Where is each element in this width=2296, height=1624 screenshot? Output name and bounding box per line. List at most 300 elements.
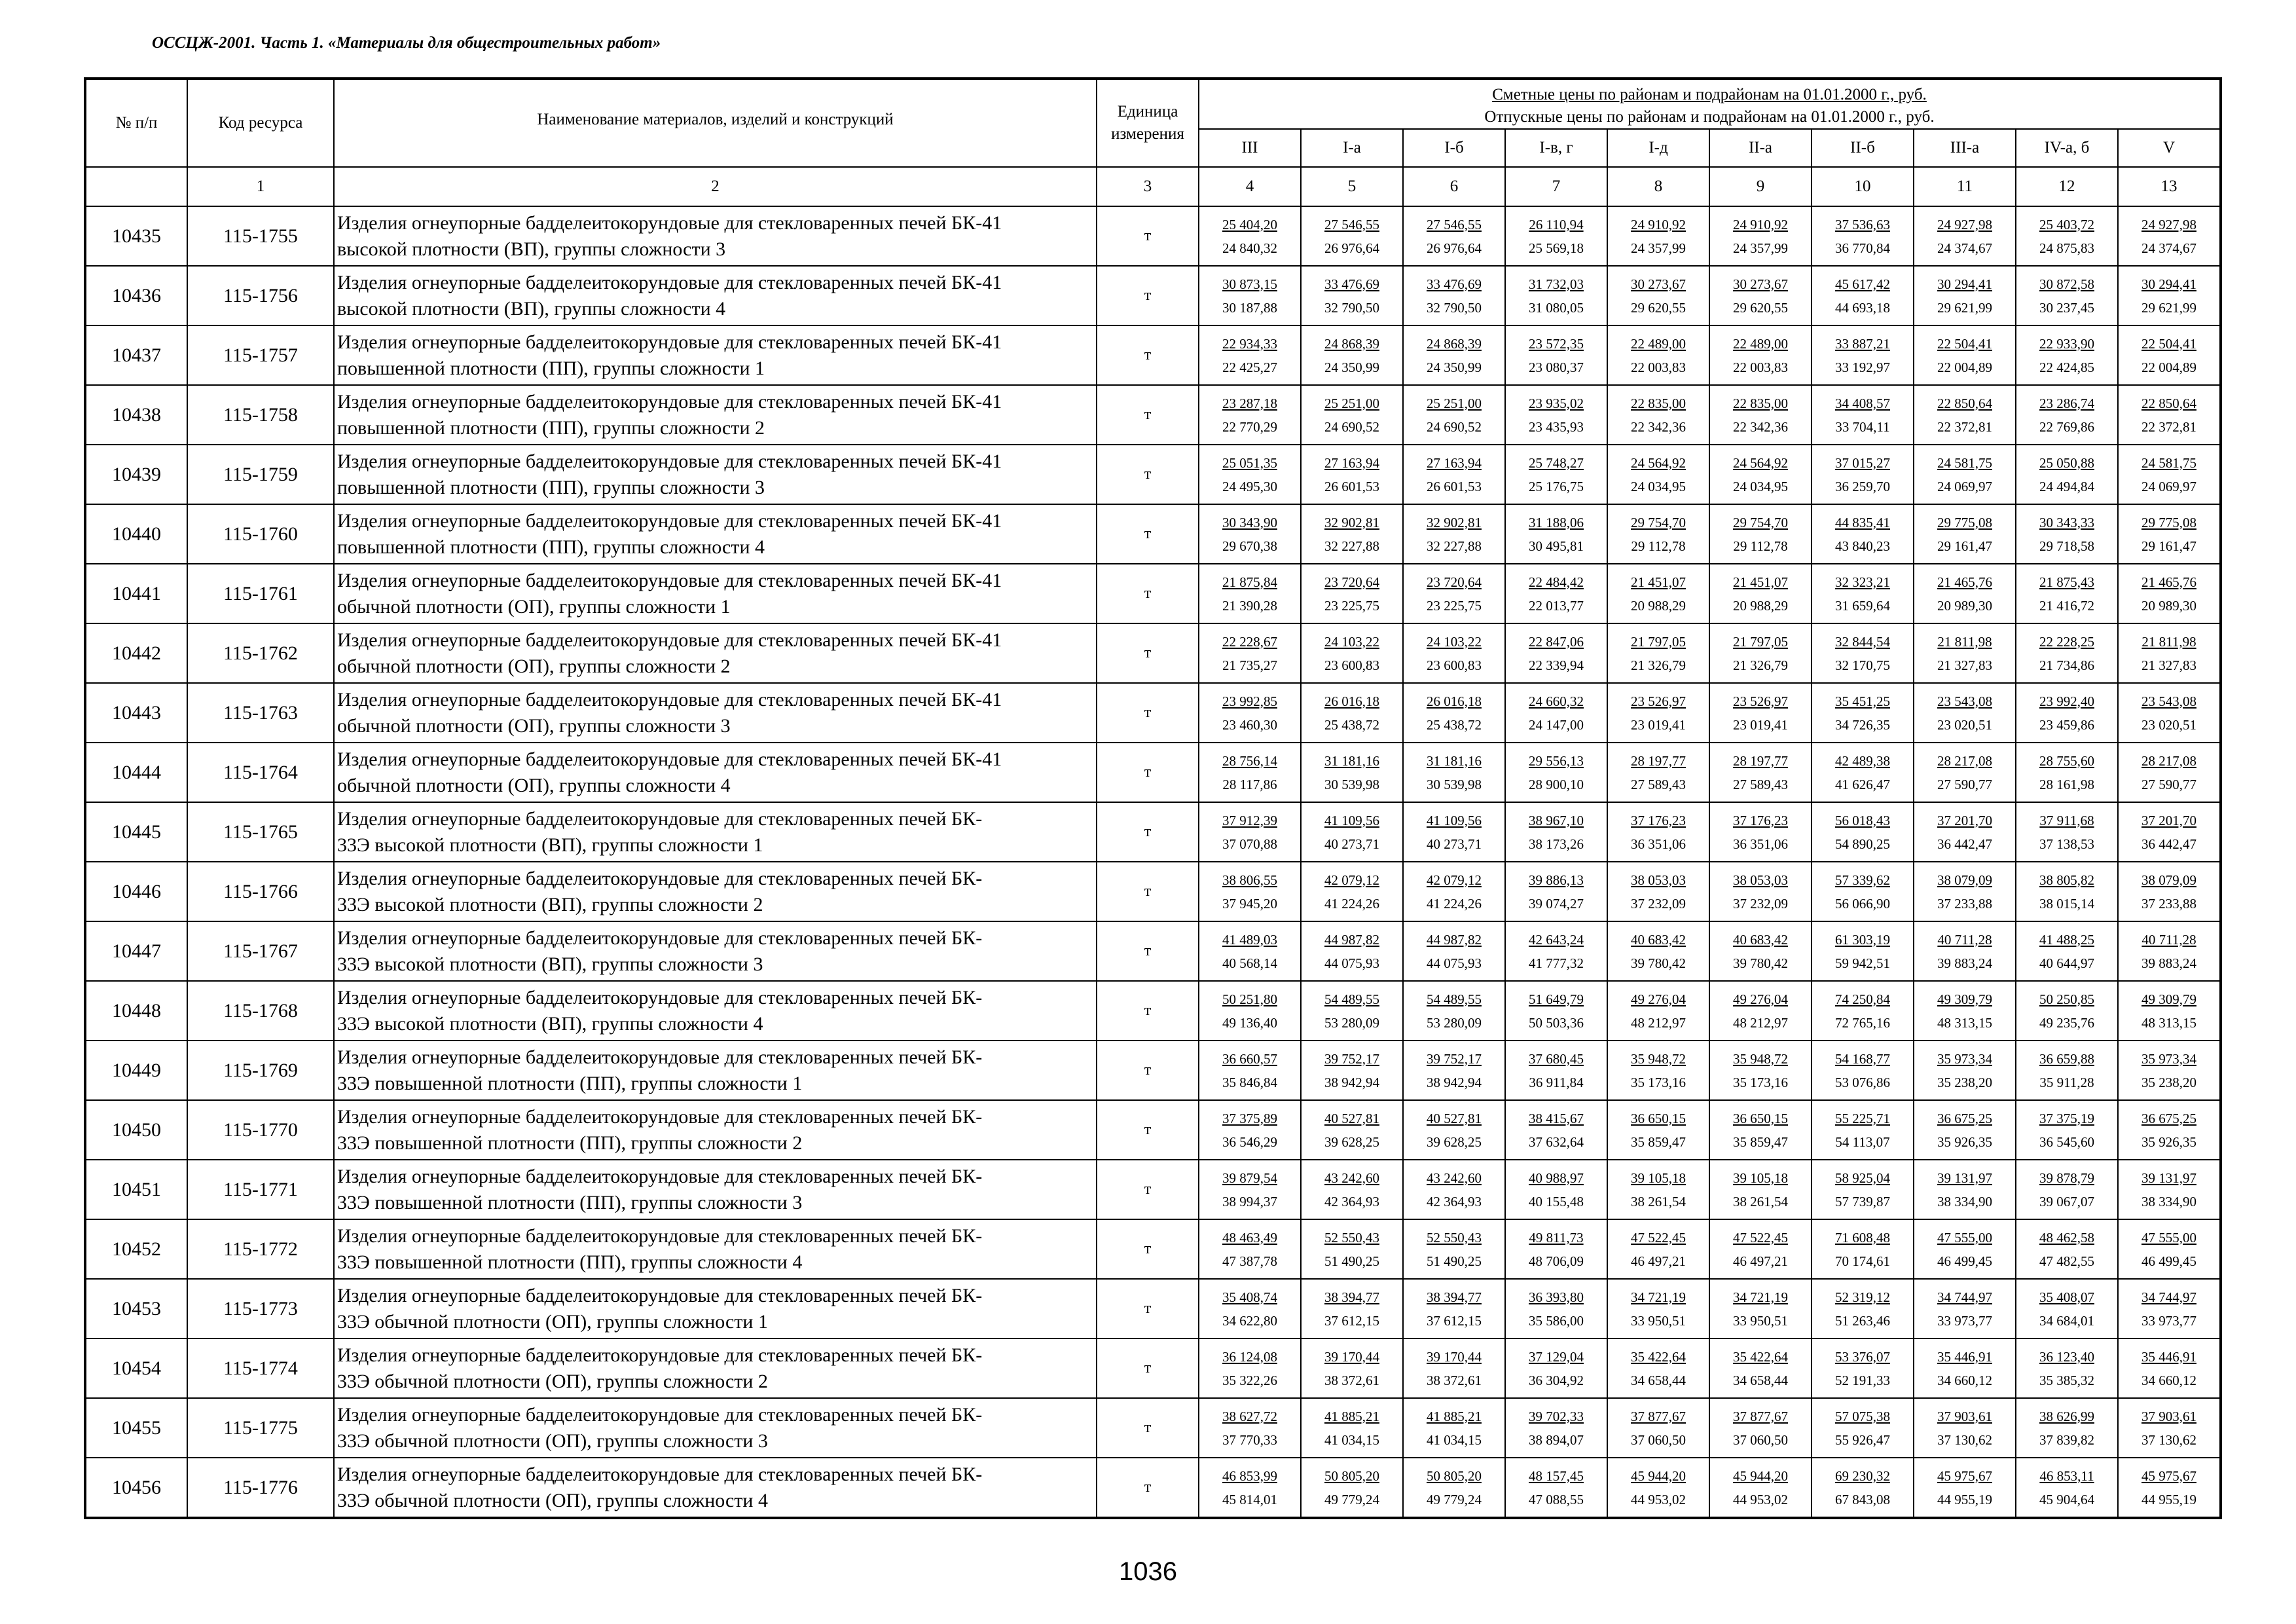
release-price: 42 364,93 <box>1427 1193 1482 1209</box>
estimate-price: 24 927,98 <box>1937 216 1992 232</box>
release-price: 24 357,99 <box>1733 240 1788 256</box>
estimate-price: 31 181,16 <box>1324 752 1379 769</box>
table-row <box>85 445 2221 504</box>
release-price: 21 416,72 <box>2039 597 2094 614</box>
region-header: IV-a, б <box>2016 129 2118 167</box>
estimate-price: 38 626,99 <box>2039 1408 2094 1424</box>
estimate-price: 49 309,79 <box>1937 991 1992 1007</box>
release-price: 29 621,99 <box>2141 299 2196 316</box>
estimate-price: 32 844,54 <box>1835 633 1890 650</box>
estimate-price: 44 835,41 <box>1835 514 1890 530</box>
row-number: 10455 <box>85 1398 187 1458</box>
column-number: 10 <box>1812 167 1914 206</box>
price-cell <box>1914 445 2016 504</box>
estimate-price: 38 079,09 <box>1937 872 1992 888</box>
column-number: 1 <box>187 167 334 206</box>
price-cell <box>1301 981 1403 1041</box>
estimate-price: 23 526,97 <box>1631 693 1686 709</box>
release-price: 32 227,88 <box>1324 538 1379 554</box>
estimate-price: 57 339,62 <box>1835 872 1890 888</box>
price-cell <box>1505 1338 1607 1398</box>
estimate-price: 39 886,13 <box>1529 872 1584 888</box>
row-number: 10441 <box>85 564 187 623</box>
estimate-price: 46 853,11 <box>2039 1467 2094 1484</box>
estimate-price: 22 835,00 <box>1631 395 1686 411</box>
table-row <box>85 325 2221 385</box>
release-price: 35 911,28 <box>2039 1074 2094 1090</box>
estimate-price: 22 934,33 <box>1222 335 1277 352</box>
estimate-price: 22 489,00 <box>1631 335 1686 352</box>
price-cell <box>1403 921 1505 981</box>
release-price: 22 339,94 <box>1529 657 1584 673</box>
price-cell <box>2016 385 2118 445</box>
release-price: 51 263,46 <box>1835 1312 1890 1329</box>
price-cell <box>1607 385 1709 445</box>
estimate-price: 22 484,42 <box>1529 574 1584 590</box>
estimate-price: 24 868,39 <box>1427 335 1482 352</box>
region-header: III <box>1199 129 1301 167</box>
release-price: 23 019,41 <box>1631 716 1686 733</box>
column-number: 4 <box>1199 167 1301 206</box>
estimate-price: 39 170,44 <box>1427 1348 1482 1365</box>
estimate-price: 47 522,45 <box>1631 1229 1686 1246</box>
price-cell <box>1607 623 1709 683</box>
release-price: 38 173,26 <box>1529 836 1584 852</box>
column-number: 11 <box>1914 167 2016 206</box>
release-price: 24 350,99 <box>1324 359 1379 375</box>
price-cell <box>2118 1398 2221 1458</box>
release-price: 35 859,47 <box>1733 1134 1788 1150</box>
price-cell <box>1505 683 1607 743</box>
release-price: 37 130,62 <box>1937 1431 1992 1448</box>
unit: т <box>1097 921 1199 981</box>
release-price: 35 926,35 <box>1937 1134 1992 1150</box>
estimate-price: 25 251,00 <box>1427 395 1482 411</box>
table-row <box>85 385 2221 445</box>
release-price: 25 176,75 <box>1529 478 1584 494</box>
price-cell <box>1403 325 1505 385</box>
material-name-line-1: Изделия огнеупорные бадделеитокорундовые для стекловаренных печей БК-41 <box>337 212 1002 234</box>
release-price: 25 438,72 <box>1427 716 1482 733</box>
estimate-price: 36 393,80 <box>1529 1289 1584 1305</box>
estimate-price: 39 105,18 <box>1631 1170 1686 1186</box>
table-row <box>85 802 2221 862</box>
estimate-price: 31 188,06 <box>1529 514 1584 530</box>
price-cell <box>1607 1458 1709 1518</box>
estimate-price: 31 181,16 <box>1427 752 1482 769</box>
release-price: 22 004,89 <box>2141 359 2196 375</box>
table-row <box>85 266 2221 325</box>
release-price: 23 460,30 <box>1222 716 1277 733</box>
estimate-price: 42 489,38 <box>1835 752 1890 769</box>
price-cell <box>1709 921 1812 981</box>
column-number: 2 <box>334 167 1097 206</box>
estimate-price: 50 805,20 <box>1324 1467 1379 1484</box>
price-cell <box>1914 1279 2016 1338</box>
release-price: 23 020,51 <box>2141 716 2196 733</box>
release-price: 36 545,60 <box>2039 1134 2094 1150</box>
estimate-price: 36 123,40 <box>2039 1348 2094 1365</box>
estimate-price: 41 488,25 <box>2039 931 2094 948</box>
price-cell <box>1709 1041 1812 1100</box>
release-price: 39 628,25 <box>1324 1134 1379 1150</box>
price-cell <box>1914 981 2016 1041</box>
release-prices-title: Отпускные цены по районам и подрайонам на 01.01.2000 г., руб. <box>1484 108 1935 126</box>
price-cell <box>1607 1398 1709 1458</box>
release-price: 47 387,78 <box>1222 1253 1277 1269</box>
material-name-line-2: 33Э обычной плотности (ОП), группы сложности 1 <box>337 1310 768 1333</box>
document-title: ОССЦЖ-2001. Часть 1. «Материалы для общестроительных работ» <box>152 34 661 52</box>
price-cell <box>1199 921 1301 981</box>
price-cell <box>1709 683 1812 743</box>
price-cell <box>2118 1219 2221 1279</box>
release-price: 46 499,45 <box>1937 1253 1992 1269</box>
resource-code: 115-1759 <box>187 445 334 504</box>
release-price: 41 777,32 <box>1529 955 1584 971</box>
price-cell <box>1505 1219 1607 1279</box>
material-name <box>334 623 1097 683</box>
price-cell <box>1199 1338 1301 1398</box>
price-cell <box>1505 1398 1607 1458</box>
price-cell <box>1709 1219 1812 1279</box>
release-price: 38 894,07 <box>1529 1431 1584 1448</box>
row-number: 10444 <box>85 743 187 802</box>
release-price: 32 790,50 <box>1324 299 1379 316</box>
resource-code: 115-1762 <box>187 623 334 683</box>
material-name <box>334 862 1097 921</box>
release-price: 39 780,42 <box>1631 955 1686 971</box>
table-row <box>85 1458 2221 1518</box>
row-number: 10446 <box>85 862 187 921</box>
estimate-price: 34 721,19 <box>1733 1289 1788 1305</box>
estimate-price: 52 319,12 <box>1835 1289 1890 1305</box>
estimate-price: 45 944,20 <box>1631 1467 1686 1484</box>
price-cell <box>2118 1458 2221 1518</box>
price-cell <box>1914 1100 2016 1160</box>
estimate-price: 57 075,38 <box>1835 1408 1890 1424</box>
column-number: 8 <box>1607 167 1709 206</box>
estimate-price: 24 564,92 <box>1733 454 1788 471</box>
release-price: 54 890,25 <box>1835 836 1890 852</box>
price-cell <box>1199 445 1301 504</box>
release-price: 23 600,83 <box>1427 657 1482 673</box>
estimate-price: 38 053,03 <box>1733 872 1788 888</box>
estimate-price: 46 853,99 <box>1222 1467 1277 1484</box>
estimate-price: 33 476,69 <box>1427 276 1482 292</box>
price-cell <box>1607 564 1709 623</box>
release-price: 36 911,84 <box>1529 1074 1584 1090</box>
estimate-price: 23 992,40 <box>2039 693 2094 709</box>
estimate-price: 24 660,32 <box>1529 693 1584 709</box>
estimate-price: 28 755,60 <box>2039 752 2094 769</box>
price-cell <box>1199 1219 1301 1279</box>
table-row <box>85 504 2221 564</box>
release-price: 24 374,67 <box>1937 240 1992 256</box>
price-cell <box>1505 802 1607 862</box>
unit: т <box>1097 206 1199 266</box>
row-number: 10440 <box>85 504 187 564</box>
material-name-line-2: обычной плотности (ОП), группы сложности 3 <box>337 714 731 737</box>
price-cell <box>1301 1160 1403 1219</box>
price-cell <box>1403 504 1505 564</box>
price-cell <box>1607 921 1709 981</box>
estimate-price: 23 720,64 <box>1427 574 1482 590</box>
material-name <box>334 1398 1097 1458</box>
release-price: 44 955,19 <box>2141 1491 2196 1507</box>
release-price: 39 883,24 <box>1937 955 1992 971</box>
price-cell <box>1301 683 1403 743</box>
release-price: 40 155,48 <box>1529 1193 1584 1209</box>
price-cell <box>1403 1338 1505 1398</box>
estimate-price: 37 903,61 <box>2141 1408 2196 1424</box>
release-price: 34 658,44 <box>1733 1372 1788 1388</box>
release-price: 40 644,97 <box>2039 955 2094 971</box>
price-cell <box>2118 1338 2221 1398</box>
estimate-price: 40 683,42 <box>1733 931 1788 948</box>
estimate-price: 39 752,17 <box>1427 1050 1482 1067</box>
material-name <box>334 1041 1097 1100</box>
price-cell <box>1505 385 1607 445</box>
header-unit: Единица измерения <box>1097 79 1199 167</box>
material-name-line-1: Изделия огнеупорные бадделеитокорундовые для стекловаренных печей БК- <box>337 1284 983 1306</box>
unit: т <box>1097 1160 1199 1219</box>
estimate-price: 30 273,67 <box>1631 276 1686 292</box>
price-cell <box>1301 266 1403 325</box>
unit: т <box>1097 1398 1199 1458</box>
price-cell <box>1709 445 1812 504</box>
release-price: 29 718,58 <box>2039 538 2094 554</box>
resource-code: 115-1767 <box>187 921 334 981</box>
price-cell <box>1505 1160 1607 1219</box>
price-cell <box>1403 206 1505 266</box>
estimate-price: 22 933,90 <box>2039 335 2094 352</box>
material-name-line-2: 33Э повышенной плотности (ПП), группы сложности 2 <box>337 1132 803 1154</box>
region-header: I-д <box>1607 129 1709 167</box>
material-name-line-1: Изделия огнеупорные бадделеитокорундовые для стекловаренных печей БК- <box>337 986 983 1008</box>
material-name <box>334 743 1097 802</box>
material-name-line-1: Изделия огнеупорные бадделеитокорундовые для стекловаренных печей БК-41 <box>337 569 1002 591</box>
release-price: 35 859,47 <box>1631 1134 1686 1150</box>
price-cell <box>1607 743 1709 802</box>
release-price: 41 224,26 <box>1427 895 1482 912</box>
release-price: 21 390,28 <box>1222 597 1277 614</box>
release-price: 37 070,88 <box>1222 836 1277 852</box>
price-cell <box>1914 1458 2016 1518</box>
price-cell <box>2016 683 2118 743</box>
release-price: 32 790,50 <box>1427 299 1482 316</box>
price-cell <box>2016 325 2118 385</box>
price-cell <box>1709 862 1812 921</box>
price-cell <box>1403 683 1505 743</box>
estimate-price: 39 752,17 <box>1324 1050 1379 1067</box>
price-cell <box>1709 325 1812 385</box>
release-price: 34 660,12 <box>2141 1372 2196 1388</box>
release-price: 24 374,67 <box>2141 240 2196 256</box>
material-name-line-2: повышенной плотности (ПП), группы сложности 2 <box>337 416 765 439</box>
price-cell <box>1812 1279 1914 1338</box>
price-cell <box>1709 981 1812 1041</box>
release-price: 35 385,32 <box>2039 1372 2094 1388</box>
price-cell <box>1505 266 1607 325</box>
estimate-price: 30 273,67 <box>1733 276 1788 292</box>
unit: т <box>1097 1219 1199 1279</box>
estimate-price: 33 887,21 <box>1835 335 1890 352</box>
estimate-price: 30 872,58 <box>2039 276 2094 292</box>
estimate-price: 23 543,08 <box>2141 693 2196 709</box>
resource-code: 115-1757 <box>187 325 334 385</box>
unit: т <box>1097 564 1199 623</box>
estimate-price: 38 805,82 <box>2039 872 2094 888</box>
material-name-line-2: высокой плотности (ВП), группы сложности 3 <box>337 238 726 260</box>
price-cell <box>2016 623 2118 683</box>
price-cell <box>1812 802 1914 862</box>
estimate-price: 48 157,45 <box>1529 1467 1584 1484</box>
estimate-price: 32 902,81 <box>1427 514 1482 530</box>
price-cell <box>1403 1279 1505 1338</box>
price-cell <box>1199 1279 1301 1338</box>
price-cell <box>1505 1458 1607 1518</box>
estimate-price: 71 608,48 <box>1835 1229 1890 1246</box>
estimate-price: 30 294,41 <box>1937 276 1992 292</box>
estimate-price: 53 376,07 <box>1835 1348 1890 1365</box>
release-price: 31 659,64 <box>1835 597 1890 614</box>
estimate-price: 48 462,58 <box>2039 1229 2094 1246</box>
estimate-price: 25 051,35 <box>1222 454 1277 471</box>
release-price: 27 589,43 <box>1631 776 1686 792</box>
release-price: 40 568,14 <box>1222 955 1277 971</box>
estimate-price: 26 016,18 <box>1324 693 1379 709</box>
estimate-price: 69 230,32 <box>1835 1467 1890 1484</box>
estimate-price: 38 806,55 <box>1222 872 1277 888</box>
material-name-line-2: обычной плотности (ОП), группы сложности 4 <box>337 774 731 796</box>
material-name <box>334 1100 1097 1160</box>
price-cell <box>2118 1160 2221 1219</box>
release-price: 59 942,51 <box>1835 955 1890 971</box>
material-name-line-2: 33Э высокой плотности (ВП), группы сложности 3 <box>337 953 763 975</box>
row-number: 10450 <box>85 1100 187 1160</box>
estimate-price: 22 228,67 <box>1222 633 1277 650</box>
price-cell <box>1403 1458 1505 1518</box>
price-cell <box>1301 1338 1403 1398</box>
row-number: 10442 <box>85 623 187 683</box>
resource-code: 115-1755 <box>187 206 334 266</box>
material-name-line-2: 33Э повышенной плотности (ПП), группы сложности 3 <box>337 1191 803 1213</box>
price-cell <box>2118 325 2221 385</box>
material-name <box>334 1279 1097 1338</box>
release-price: 51 490,25 <box>1427 1253 1482 1269</box>
estimate-price: 23 543,08 <box>1937 693 1992 709</box>
row-number: 10454 <box>85 1338 187 1398</box>
price-cell <box>1301 325 1403 385</box>
price-cell <box>2118 623 2221 683</box>
release-price: 22 372,81 <box>2141 418 2196 435</box>
estimate-price: 25 404,20 <box>1222 216 1277 232</box>
release-price: 21 326,79 <box>1631 657 1686 673</box>
row-number: 10445 <box>85 802 187 862</box>
release-price: 26 976,64 <box>1427 240 1482 256</box>
price-cell <box>1709 1458 1812 1518</box>
price-cell <box>1607 1338 1709 1398</box>
release-price: 44 075,93 <box>1427 955 1482 971</box>
material-name-line-2: повышенной плотности (ПП), группы сложности 3 <box>337 476 765 498</box>
release-price: 37 060,50 <box>1631 1431 1686 1448</box>
estimate-price: 37 201,70 <box>2141 812 2196 828</box>
column-number: 13 <box>2118 167 2221 206</box>
release-price: 24 147,00 <box>1529 716 1584 733</box>
row-number: 10438 <box>85 385 187 445</box>
resource-code: 115-1763 <box>187 683 334 743</box>
release-price: 37 232,09 <box>1733 895 1788 912</box>
price-cell <box>1505 623 1607 683</box>
release-price: 22 342,36 <box>1631 418 1686 435</box>
row-number: 10435 <box>85 206 187 266</box>
estimate-price: 44 987,82 <box>1324 931 1379 948</box>
release-price: 49 779,24 <box>1324 1491 1379 1507</box>
release-price: 29 161,47 <box>2141 538 2196 554</box>
estimate-price: 37 176,23 <box>1733 812 1788 828</box>
estimate-price: 22 504,41 <box>1937 335 1992 352</box>
estimate-price: 24 581,75 <box>1937 454 1992 471</box>
release-price: 26 601,53 <box>1324 478 1379 494</box>
release-price: 35 173,16 <box>1631 1074 1686 1090</box>
estimate-price: 39 702,33 <box>1529 1408 1584 1424</box>
release-price: 41 034,15 <box>1324 1431 1379 1448</box>
price-cell <box>2016 206 2118 266</box>
table-row <box>85 1279 2221 1338</box>
release-price: 41 034,15 <box>1427 1431 1482 1448</box>
estimate-price: 49 276,04 <box>1631 991 1686 1007</box>
release-price: 26 976,64 <box>1324 240 1379 256</box>
price-cell <box>1403 862 1505 921</box>
release-price: 25 569,18 <box>1529 240 1584 256</box>
release-price: 33 973,77 <box>2141 1312 2196 1329</box>
estimate-price: 39 879,54 <box>1222 1170 1277 1186</box>
estimate-price: 37 912,39 <box>1222 812 1277 828</box>
material-name-line-1: Изделия огнеупорные бадделеитокорундовые для стекловаренных печей БК- <box>337 1403 983 1426</box>
region-header: V <box>2118 129 2221 167</box>
price-cell <box>1403 385 1505 445</box>
release-price: 31 080,05 <box>1529 299 1584 316</box>
estimate-price: 27 546,55 <box>1427 216 1482 232</box>
material-name-line-1: Изделия огнеупорные бадделеитокорундовые для стекловаренных печей БК- <box>337 1105 983 1128</box>
estimate-price: 37 877,67 <box>1631 1408 1686 1424</box>
estimate-price: 38 627,72 <box>1222 1408 1277 1424</box>
release-price: 21 327,83 <box>2141 657 2196 673</box>
release-price: 48 212,97 <box>1733 1014 1788 1031</box>
release-price: 44 075,93 <box>1324 955 1379 971</box>
price-cell <box>1812 504 1914 564</box>
table-row <box>85 1100 2221 1160</box>
estimate-price: 50 805,20 <box>1427 1467 1482 1484</box>
estimate-price: 21 451,07 <box>1631 574 1686 590</box>
price-cell <box>1607 206 1709 266</box>
resource-code: 115-1771 <box>187 1160 334 1219</box>
price-cell <box>2118 1279 2221 1338</box>
price-cell <box>1709 1279 1812 1338</box>
estimate-price: 25 251,00 <box>1324 395 1379 411</box>
material-name-line-1: Изделия огнеупорные бадделеитокорундовые для стекловаренных печей БК- <box>337 1463 983 1485</box>
unit: т <box>1097 802 1199 862</box>
estimate-price: 39 105,18 <box>1733 1170 1788 1186</box>
estimate-price: 24 103,22 <box>1324 633 1379 650</box>
estimate-price: 42 079,12 <box>1324 872 1379 888</box>
release-price: 30 237,45 <box>2039 299 2094 316</box>
estimate-price: 24 910,92 <box>1631 216 1686 232</box>
material-name-line-1: Изделия огнеупорные бадделеитокорундовые для стекловаренных печей БК- <box>337 1225 983 1247</box>
release-price: 34 658,44 <box>1631 1372 1686 1388</box>
release-price: 28 900,10 <box>1529 776 1584 792</box>
price-cell <box>1607 1041 1709 1100</box>
